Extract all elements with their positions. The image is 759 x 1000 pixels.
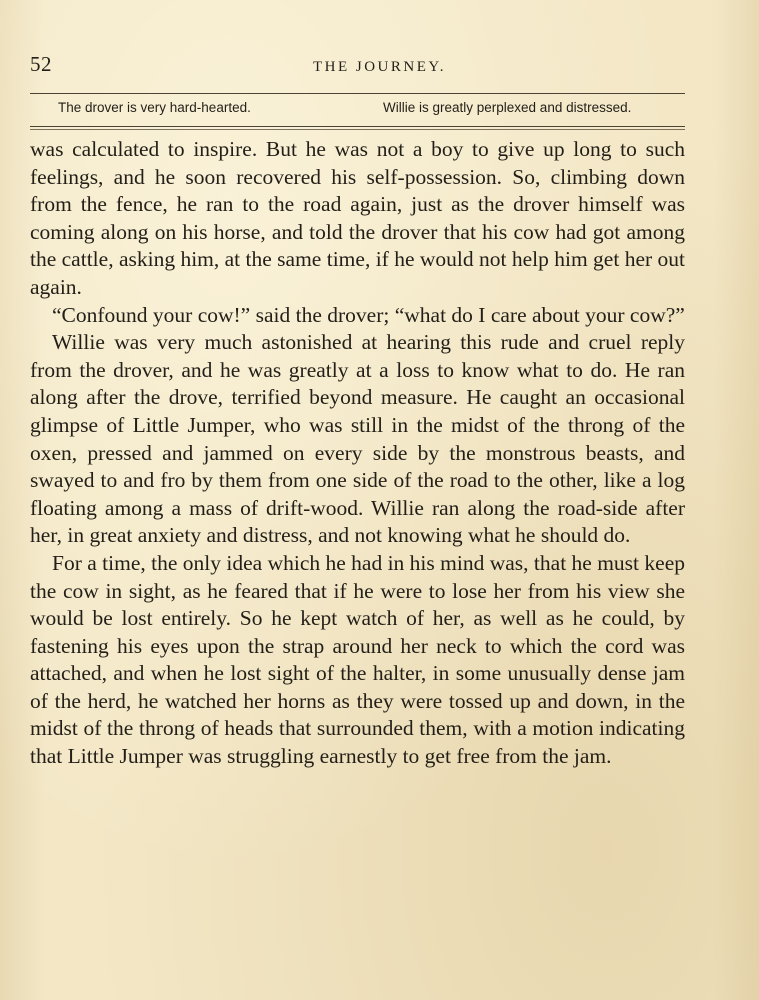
header-rule-bottom-double [30,129,685,130]
paragraph: For a time, the only idea which he had in his mind was, that he must keep the cow in sight, as he feared that if he were to lose her from his view she would be lost entirely. So he kept watch of her, as well as he could, by fastening his eyes upon the strap around her neck to which the cord was attached, and when he lost sight of the halter, in some unusually dense jam of the herd, he watched her horns as they were tossed up and down, in the midst of the throng of heads that surrounded them, with a motion indicating that Little Jumper was struggling earnestly to get free from the jam. [30,550,685,769]
paragraph-dialogue: “Confound your cow!” said the drover; “what do I care about your cow?” [52,302,685,327]
paragraph-continuation: was calculated to inspire. But he was not a boy to give up long to such feelings, and he soon recovered his self-possession. So, climbing down from the fence, he ran to the road again, just as the drover himself was coming along on his horse, and told the drover that his cow had got among the cattle, asking him, at the same time, if he would not help him get her out again. [30,137,685,299]
page-number: 52 [30,52,52,76]
side-note-right: Willie is greatly perplexed and distressed. [383,100,632,115]
side-note-left: The drover is very hard-hearted. [58,100,251,115]
body-text [30,136,685,771]
header-rule-top [30,93,685,94]
running-head: THE JOURNEY. [312,59,447,75]
paragraph: Willie was very much astonished at hearing this rude and cruel reply from the drover, and he was greatly at a loss to know what to do. He ran along after the drove, terrified beyond measure. He caught an occasional glimpse of Little Jumper, who was still in the midst of the throng of the oxen, pressed and jammed on every side by the monstrous beasts, and swayed to and fro by them from one side of the road to the other, like a log floating among a mass of drift-wood. Willie ran along the road-side after her, in great anxiety and distress, and not knowing what he should do. [30,330,685,548]
header-rule-bottom [30,126,685,127]
